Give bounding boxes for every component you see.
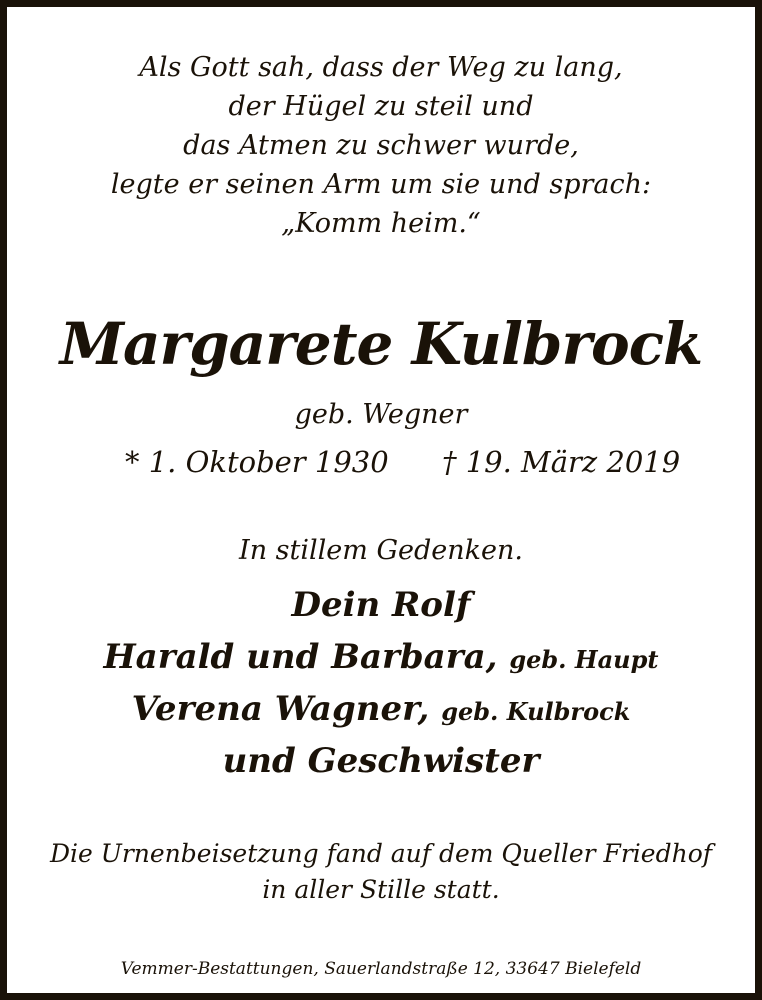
poem-line-3: das Atmen zu schwer wurde, [183, 130, 579, 161]
death-date: † 19. März 2019 [442, 445, 681, 479]
poem-line-5: „Komm heim.“ [281, 208, 481, 239]
mourner-harald-barbara-nee: geb. Haupt [509, 645, 659, 674]
deceased-name: Margarete Kulbrock [59, 310, 703, 378]
remembrance-line: In stillem Gedenken. [239, 535, 523, 566]
mourner-verena-name: Verena Wagner, [131, 689, 430, 729]
mourner-harald-barbara [7, 637, 755, 677]
burial-line-2: in aller Stille statt. [262, 875, 500, 904]
poem-line-1: Als Gott sah, dass der Weg zu lang, [139, 52, 623, 83]
burial-line-1: Die Urnenbeisetzung fand auf dem Queller Friedhof [49, 839, 713, 868]
maiden-name: geb. Wegner [294, 399, 468, 430]
poem-line-2: der Hügel zu steil und [228, 91, 534, 122]
mourner-verena [7, 689, 755, 729]
birth-date: * 1. Oktober 1930 [125, 445, 389, 479]
undertaker-footer: Vemmer-Bestattungen, Sauerlandstraße 12, 33647 Bielefeld [120, 959, 642, 979]
mourner-harald-barbara-name: Harald und Barbara, [103, 637, 498, 677]
mourner-siblings: und Geschwister [222, 741, 540, 781]
mourner-rolf: Dein Rolf [291, 585, 471, 625]
poem-line-4: legte er seinen Arm um sie und sprach: [110, 169, 652, 200]
mourner-verena-nee: geb. Kulbrock [441, 697, 631, 726]
